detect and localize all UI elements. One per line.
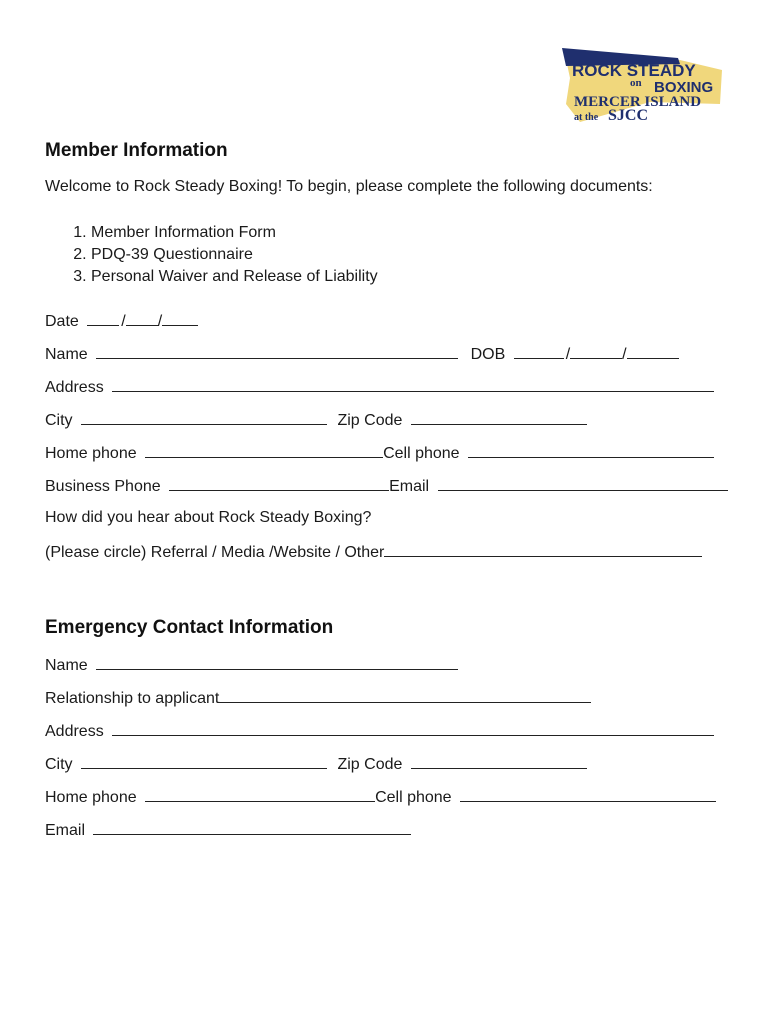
zip-field[interactable] <box>411 408 587 425</box>
logo-text-sjcc: SJCC <box>608 107 649 124</box>
emergency-zip-field[interactable] <box>411 752 587 769</box>
emergency-cell-phone-label: Cell phone <box>375 789 452 806</box>
cell-phone-label: Cell phone <box>383 445 460 462</box>
email-label: Email <box>389 478 430 495</box>
document-item: 3. Personal Waiver and Release of Liability <box>91 266 378 288</box>
emergency-home-phone-field[interactable] <box>145 785 375 802</box>
address-field[interactable] <box>112 375 714 392</box>
home-phone-label: Home phone <box>45 445 137 462</box>
address-row <box>45 375 716 397</box>
city-label: City <box>45 412 73 429</box>
address-label: Address <box>45 379 104 396</box>
phone-row <box>45 441 716 463</box>
emergency-email-row <box>45 818 413 840</box>
logo-text-on: on <box>630 77 642 89</box>
hear-question: How did you hear about Rock Steady Boxing? <box>45 509 372 526</box>
emergency-city-label: City <box>45 756 73 773</box>
cell-phone-field[interactable] <box>468 441 714 458</box>
emergency-address-field[interactable] <box>112 719 714 736</box>
emergency-contact-heading: Emergency Contact Information <box>45 617 334 638</box>
documents-list <box>45 222 378 288</box>
relationship-row <box>45 686 591 708</box>
date-label: Date <box>45 313 79 330</box>
date-year-field[interactable] <box>162 309 198 326</box>
business-email-row <box>45 474 730 496</box>
business-phone-field[interactable] <box>169 474 389 491</box>
emergency-name-label: Name <box>45 657 88 674</box>
relationship-field[interactable] <box>219 686 591 703</box>
dob-label: DOB <box>470 346 506 363</box>
circle-options-text: (Please circle) Referral / Media /Website / Other <box>45 544 385 561</box>
circle-row <box>45 540 702 562</box>
name-field[interactable] <box>96 342 458 359</box>
home-phone-field[interactable] <box>145 441 383 458</box>
logo-text-at-the: at the <box>574 112 599 123</box>
emergency-email-label: Email <box>45 822 86 839</box>
emergency-address-label: Address <box>45 723 104 740</box>
emergency-name-field[interactable] <box>96 653 458 670</box>
city-field[interactable] <box>81 408 327 425</box>
email-field[interactable] <box>438 474 728 491</box>
name-dob-row: Name DOB / / <box>45 342 679 364</box>
emergency-email-field[interactable] <box>93 818 411 835</box>
emergency-city-zip-row <box>45 752 589 774</box>
business-phone-label: Business Phone <box>45 478 161 495</box>
dob-day-field[interactable] <box>570 342 622 359</box>
emergency-zip-label: Zip Code <box>337 756 403 773</box>
document-item: 2. PDQ-39 Questionnaire <box>91 244 378 266</box>
name-label: Name <box>45 346 88 363</box>
member-information-heading: Member Information <box>45 140 228 161</box>
relationship-label: Relationship to applicant <box>45 690 220 707</box>
logo-text-rock-steady: ROCK STEADY <box>572 61 696 80</box>
emergency-phone-row <box>45 785 718 807</box>
dob-month-field[interactable] <box>514 342 564 359</box>
other-field[interactable] <box>384 540 702 557</box>
logo-text-boxing: BOXING <box>654 79 714 96</box>
date-month-field[interactable] <box>87 309 119 326</box>
logo-text-mercer-island: MERCER ISLAND <box>574 94 702 110</box>
document-item: 1. Member Information Form <box>91 222 378 244</box>
city-zip-row <box>45 408 589 430</box>
emergency-home-phone-label: Home phone <box>45 789 137 806</box>
welcome-text: Welcome to Rock Steady Boxing! To begin, please complete the following documents: <box>45 178 653 195</box>
date-row: Date / / <box>45 309 198 331</box>
emergency-cell-phone-field[interactable] <box>460 785 716 802</box>
zip-label: Zip Code <box>337 412 403 429</box>
emergency-address-row <box>45 719 716 741</box>
rock-steady-boxing-logo <box>560 44 726 126</box>
dob-year-field[interactable] <box>627 342 679 359</box>
emergency-name-row <box>45 653 460 675</box>
date-day-field[interactable] <box>126 309 158 326</box>
emergency-city-field[interactable] <box>81 752 327 769</box>
